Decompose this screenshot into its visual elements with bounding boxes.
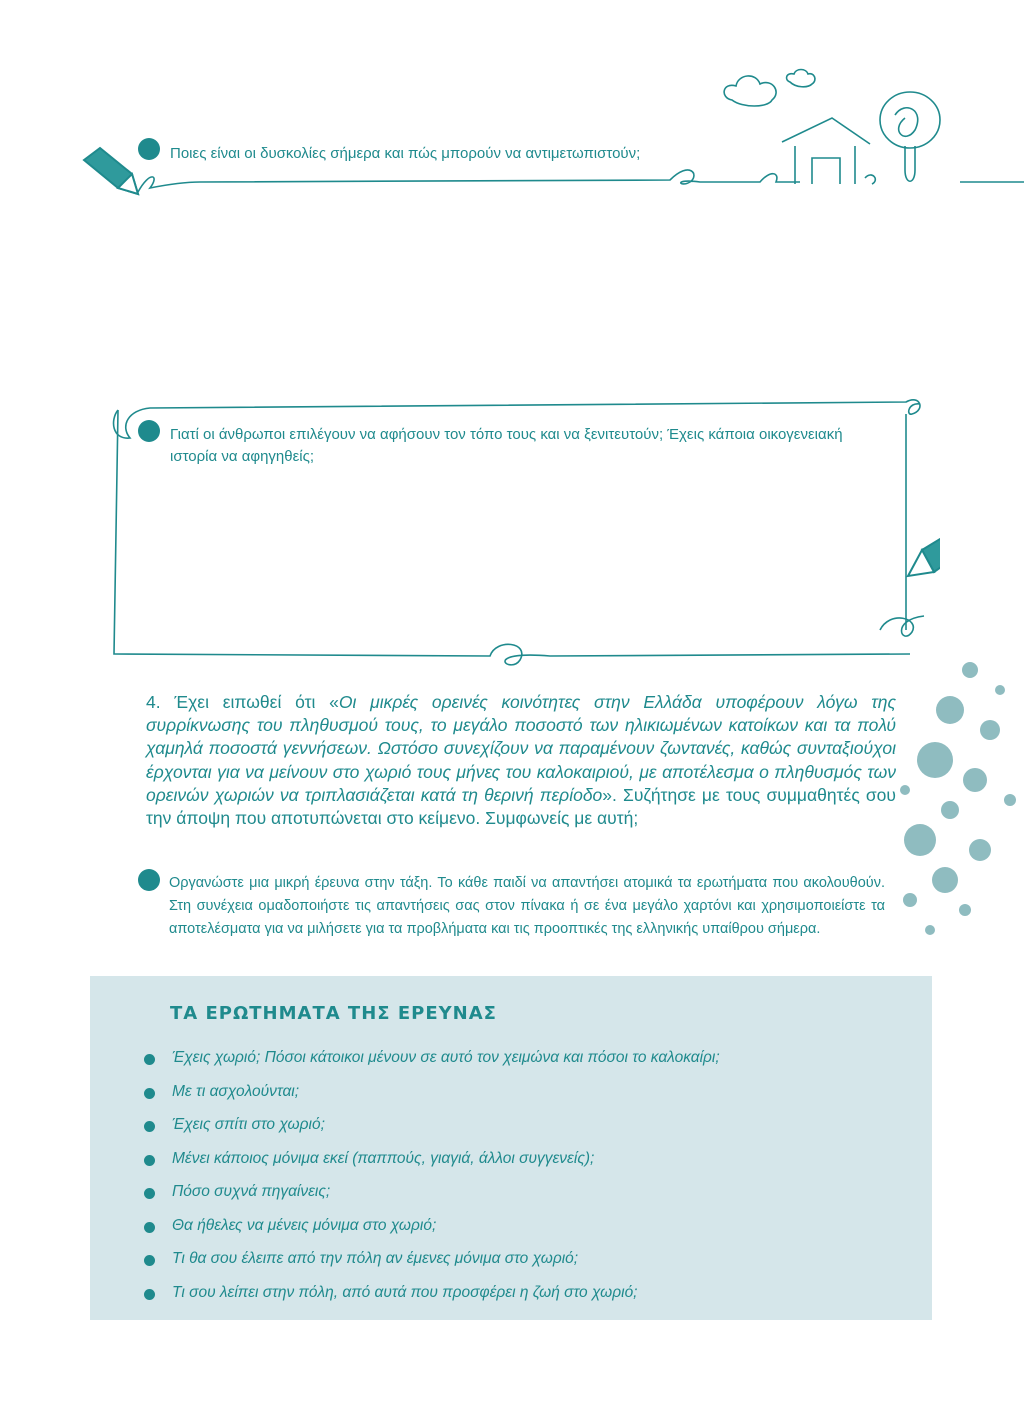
pencil-icon — [84, 148, 138, 194]
bullet-dot-icon — [144, 1289, 155, 1300]
bullet-dot-icon — [144, 1222, 155, 1233]
list-item: Πόσο συχνά πηγαίνεις; — [140, 1180, 720, 1214]
list-item: Έχεις χωριό; Πόσοι κάτοικοι μένουν σε αυτό τον χειμώνα και πόσοι το καλοκαίρι; — [140, 1046, 720, 1080]
bullet-dot-icon — [144, 1054, 155, 1065]
question-1: Ποιες είναι οι δυσκολίες σήμερα και πώς μπορούν να αντιμετωπιστούν; — [170, 145, 641, 162]
bullet-icon-q2 — [138, 420, 160, 442]
bullet-dot-icon — [144, 1121, 155, 1132]
survey-question-list — [140, 1046, 720, 1314]
list-item: Θα ήθελες να μένεις μόνιμα στο χωριό; — [140, 1214, 720, 1248]
bullet-icon-survey — [138, 869, 160, 891]
bullet-dot-icon — [144, 1255, 155, 1266]
tree-doodle-icon — [880, 92, 940, 181]
list-item: Τι σου λείπει στην πόλη, από αυτά που προσφέρει η ζωή στο χωριό; — [140, 1281, 720, 1315]
ink-splatter-icon — [890, 650, 1024, 950]
list-item: Τι θα σου έλειπε από την πόλη αν έμενες μόνιμα στο χωριό; — [140, 1247, 720, 1281]
bullet-dot-icon — [144, 1188, 155, 1199]
list-item: Με τι ασχολούνται; — [140, 1080, 720, 1114]
question-2-line2: ιστορία να αφηγηθείς; — [170, 448, 315, 465]
bullet-dot-icon — [144, 1155, 155, 1166]
list-item: Μένει κάποιος μόνιμα εκεί (παππούς, γιαγιά, άλλοι συγγενείς); — [140, 1147, 720, 1181]
question-2-line1: Γιατί οι άνθρωποι επιλέγουν να αφήσουν τον τόπο τους και να ξενιτευτούν; Έχεις κάποια οικογενειακή — [170, 426, 843, 443]
pencil-icon-right — [908, 528, 940, 576]
bullet-dot-icon — [144, 1088, 155, 1099]
cloud-doodle-icon — [724, 70, 815, 107]
panel-title: ΤΑ ΕΡΩΤΗΜΑΤΑ ΤΗΣ ΕΡΕΥΝΑΣ — [170, 1003, 497, 1024]
list-item: Έχεις σπίτι στο χωριό; — [140, 1113, 720, 1147]
bullet-icon-q1 — [138, 138, 160, 160]
section-4-paragraph: 4. Έχει ειπωθεί ότι «Οι μικρές ορεινές κοινότητες στην Ελλάδα υποφέρουν λόγω της συρρίκνωσης του πληθυσμού τους, το μεγάλο ποσοστό των ηλικιωμένων κατοίκων και τα πολύ χαμηλά ποσοστά γεννήσεων. Ωστόσο συνεχίζουν να παραμένουν ζωντανές, καθώς συνταξιούχοι έρχονται για να μείνουν στο χωριό τους μήνες του καλοκαιριού, με αποτέλεσμα ο πληθυσμός των ορεινών χωριών να τριπλασιάζεται κατά τη θερινή περίοδο». Συζήτησε με τους συμμαθητές σου την άποψη που αποτυπώνεται στο κείμενο. Συμφωνείς με αυτή; — [146, 692, 897, 829]
house-doodle-icon — [782, 118, 875, 184]
top-doodle-decoration — [0, 60, 1024, 210]
survey-intro: Οργανώστε μια μικρή έρευνα στην τάξη. Το κάθε παιδί να απαντήσει ατομικά τα ερωτήματα που ακολουθούν. Στη συνέχεια ομαδοποιήστε τις απαντήσεις σας στον πίνακα ή σε ένα μεγάλο χαρτόνι και χρησιμοποιείστε τα αποτελέσματα για να μιλήσετε για τα προβλήματα και τις προοπτικές της ελληνικής υπαίθρου σήμερα. — [169, 875, 885, 937]
